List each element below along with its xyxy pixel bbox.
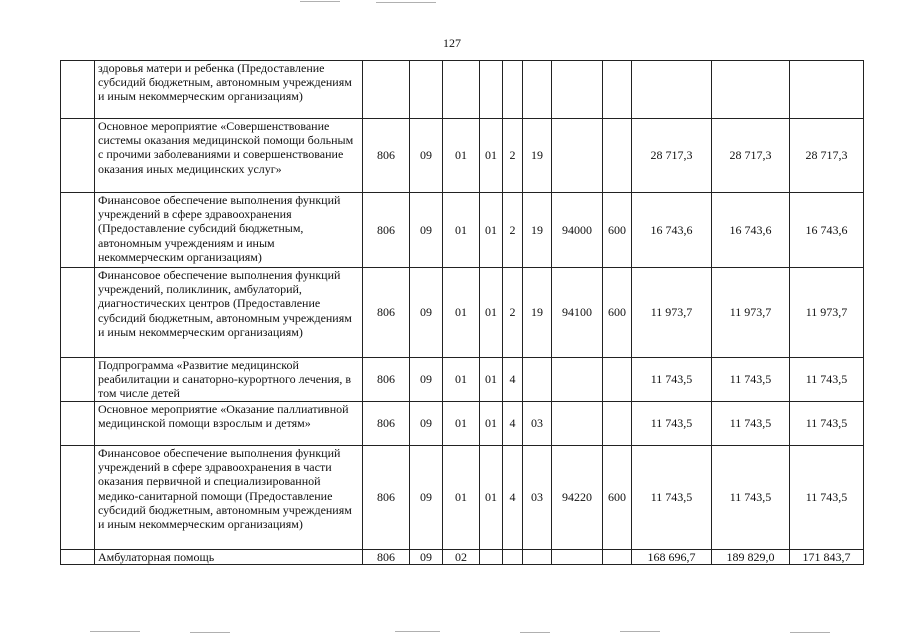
- cell-sub: [503, 550, 523, 565]
- cell-rz: 09: [410, 550, 443, 565]
- cell-rz: 09: [410, 268, 443, 358]
- cell-sum1: 168 696,7: [632, 550, 712, 565]
- cell-vr: 600: [603, 193, 632, 268]
- budget-table: [60, 60, 864, 565]
- margin-cell: [61, 61, 95, 119]
- cell-sum1: 11 743,5: [632, 402, 712, 446]
- cell-mer: [523, 550, 552, 565]
- cell-pr: 01: [443, 358, 480, 402]
- cell-name: Основное мероприятие «Совершенствование системы оказания медицинской помощи больным с прочими заболеваниями и совершенствование оказания иных медицинских услуг»: [95, 119, 363, 193]
- cell-vr: [603, 358, 632, 402]
- cell-name: Финансовое обеспечение выполнения функций учреждений, поликлиник, амбулаторий, диагностических центров (Предоставление субсидий бюджетным, автономным учреждениям и иным некоммерческим организациям): [95, 268, 363, 358]
- cell-rz: 09: [410, 358, 443, 402]
- cell-sum3: [790, 61, 864, 119]
- cell-sum1: 16 743,6: [632, 193, 712, 268]
- cell-pr: 01: [443, 446, 480, 550]
- cell-dir: 94000: [552, 193, 603, 268]
- cell-sub: 2: [503, 193, 523, 268]
- cell-dir: [552, 550, 603, 565]
- cell-vr: [603, 119, 632, 193]
- cell-mer: [523, 61, 552, 119]
- margin-cell: [61, 119, 95, 193]
- cell-prog: 01: [480, 402, 503, 446]
- cell-name: Финансовое обеспечение выполнения функций учреждений в сфере здравоохранения в части оказания первичной и специализированной медико-санитарной помощи (Предоставление субсидий бюджетным, автономным учреждениям и иным некоммерческим организациям): [95, 446, 363, 550]
- cell-prog: 01: [480, 268, 503, 358]
- cell-mer: 03: [523, 446, 552, 550]
- cell-rz: 09: [410, 119, 443, 193]
- cell-dir: [552, 402, 603, 446]
- cell-sum2: 11 743,5: [712, 402, 790, 446]
- cell-grbs: 806: [363, 358, 410, 402]
- cell-sum2: 189 829,0: [712, 550, 790, 565]
- table-row: [61, 268, 864, 358]
- cell-pr: 01: [443, 193, 480, 268]
- cell-rz: 09: [410, 446, 443, 550]
- cell-name: Подпрограмма «Развитие медицинской реабилитации и санаторно-курортного лечения, в том числе детей: [95, 358, 363, 402]
- cell-grbs: 806: [363, 550, 410, 565]
- cell-sum3: 11 973,7: [790, 268, 864, 358]
- cell-pr: [443, 61, 480, 119]
- cell-rz: 09: [410, 402, 443, 446]
- cell-sub: 2: [503, 119, 523, 193]
- margin-cell: [61, 402, 95, 446]
- table-row: [61, 550, 864, 565]
- cell-prog: 01: [480, 193, 503, 268]
- cell-sum1: 11 743,5: [632, 446, 712, 550]
- cell-name: Амбулаторная помощь: [95, 550, 363, 565]
- table-row: [61, 402, 864, 446]
- cell-grbs: 806: [363, 402, 410, 446]
- cell-prog: 01: [480, 119, 503, 193]
- cell-sum3: 11 743,5: [790, 402, 864, 446]
- cell-vr: 600: [603, 446, 632, 550]
- cell-sum2: [712, 61, 790, 119]
- cell-sum1: 28 717,3: [632, 119, 712, 193]
- cell-grbs: 806: [363, 119, 410, 193]
- cell-grbs: 806: [363, 446, 410, 550]
- margin-cell: [61, 358, 95, 402]
- cell-mer: 19: [523, 119, 552, 193]
- cell-sub: 4: [503, 358, 523, 402]
- cell-sum2: 11 973,7: [712, 268, 790, 358]
- cell-name: здоровья матери и ребенка (Предоставление субсидий бюджетным, автономным учреждениям и иным некоммерческим организациям): [95, 61, 363, 119]
- cell-rz: [410, 61, 443, 119]
- cell-dir: [552, 119, 603, 193]
- cell-sum3: 28 717,3: [790, 119, 864, 193]
- cell-rz: 09: [410, 193, 443, 268]
- cell-mer: 19: [523, 268, 552, 358]
- cell-mer: 03: [523, 402, 552, 446]
- cell-sum1: [632, 61, 712, 119]
- table-row: [61, 119, 864, 193]
- cell-name: Финансовое обеспечение выполнения функций учреждений в сфере здравоохранения (Предоставление субсидий бюджетным, автономным учреждениям и иным некоммерческим организациям): [95, 193, 363, 268]
- cell-sum2: 11 743,5: [712, 358, 790, 402]
- cell-grbs: 806: [363, 268, 410, 358]
- cell-vr: [603, 61, 632, 119]
- table-row: [61, 446, 864, 550]
- cell-sub: 4: [503, 446, 523, 550]
- margin-cell: [61, 446, 95, 550]
- table-row: [61, 358, 864, 402]
- cell-mer: [523, 358, 552, 402]
- cell-sum3: 11 743,5: [790, 446, 864, 550]
- cell-pr: 01: [443, 268, 480, 358]
- cell-dir: 94220: [552, 446, 603, 550]
- cell-sum2: 16 743,6: [712, 193, 790, 268]
- cell-pr: 01: [443, 119, 480, 193]
- cell-vr: [603, 402, 632, 446]
- table-row: [61, 61, 864, 119]
- cell-mer: 19: [523, 193, 552, 268]
- cell-sum2: 11 743,5: [712, 446, 790, 550]
- scan-artifact-top: [0, 0, 904, 4]
- cell-sum3: 16 743,6: [790, 193, 864, 268]
- cell-sum3: 171 843,7: [790, 550, 864, 565]
- cell-sum1: 11 743,5: [632, 358, 712, 402]
- cell-prog: [480, 550, 503, 565]
- page-number: 127: [443, 36, 461, 50]
- cell-vr: [603, 550, 632, 565]
- cell-pr: 01: [443, 402, 480, 446]
- margin-cell: [61, 550, 95, 565]
- cell-prog: 01: [480, 358, 503, 402]
- cell-prog: 01: [480, 446, 503, 550]
- cell-sub: [503, 61, 523, 119]
- scan-artifact-bottom: [0, 630, 904, 634]
- table-row: [61, 193, 864, 268]
- cell-sum2: 28 717,3: [712, 119, 790, 193]
- cell-dir: 94100: [552, 268, 603, 358]
- margin-cell: [61, 268, 95, 358]
- cell-name: Основное мероприятие «Оказание паллиативной медицинской помощи взрослым и детям»: [95, 402, 363, 446]
- cell-sum1: 11 973,7: [632, 268, 712, 358]
- cell-prog: [480, 61, 503, 119]
- cell-pr: 02: [443, 550, 480, 565]
- cell-vr: 600: [603, 268, 632, 358]
- cell-grbs: [363, 61, 410, 119]
- margin-cell: [61, 193, 95, 268]
- cell-sum3: 11 743,5: [790, 358, 864, 402]
- cell-sub: 2: [503, 268, 523, 358]
- cell-grbs: 806: [363, 193, 410, 268]
- cell-sub: 4: [503, 402, 523, 446]
- cell-dir: [552, 358, 603, 402]
- cell-dir: [552, 61, 603, 119]
